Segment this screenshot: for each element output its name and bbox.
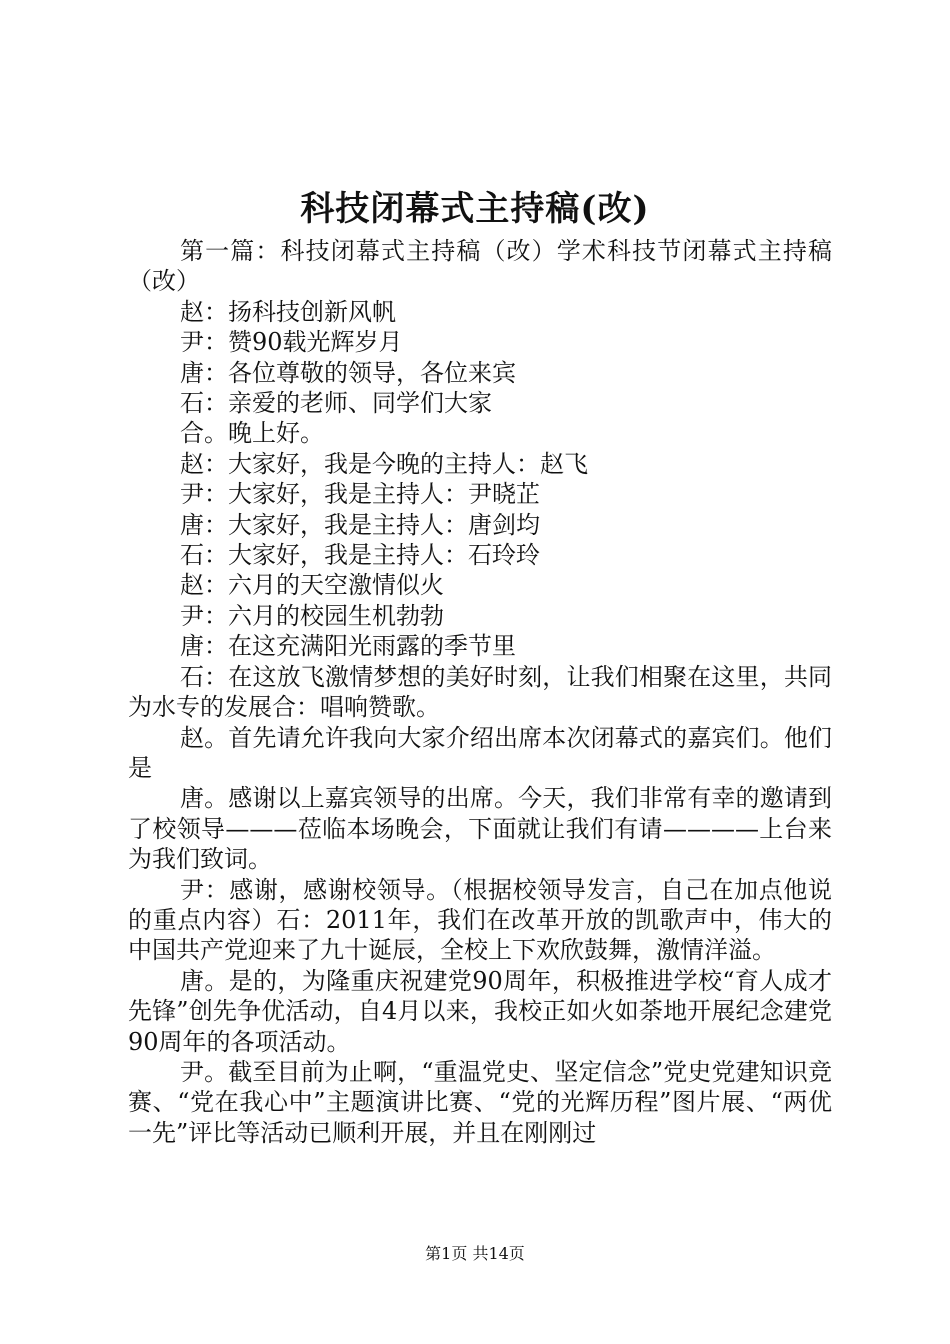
- paragraph: 石：大家好，我是主持人：石玲玲: [180, 541, 540, 570]
- paragraph: 石：在这放飞激情梦想的美好时刻，让我们相聚在这里，共同为水专的发展合：唱响赞歌。: [128, 662, 832, 722]
- paragraph: 尹：感谢，感谢校领导。（根据校领导发言，自己在加点他说的重点内容）石：2011年，我们在改革开放的凯歌声中，伟大的中国共产党迎来了九十诞辰，全校上下欢欣鼓舞，激情洋溢。: [128, 875, 832, 965]
- paragraph: 赵：扬科技创新风帆: [180, 297, 396, 326]
- paragraph: 尹：六月的校园生机勃勃: [180, 601, 444, 630]
- paragraph: 合。晚上好。: [180, 419, 324, 448]
- paragraph: 石：亲爱的老师、同学们大家: [180, 389, 492, 418]
- page-footer: 第1页 共14页: [425, 1244, 525, 1263]
- paragraph: 尹。截至目前为止啊，“重温党史、坚定信念”党史党建知识竞赛、“党在我心中”主题演讲比赛、“党的光辉历程”图片展、“两优一先”评比等活动已顺利开展，并且在刚刚过: [128, 1057, 832, 1147]
- paragraph: 赵：大家好，我是今晚的主持人：赵飞: [180, 449, 588, 478]
- paragraph: 尹：赞90载光辉岁月: [180, 328, 403, 357]
- document-body: [128, 236, 832, 1148]
- paragraph: 唐：各位尊敬的领导，各位来宾: [180, 358, 516, 387]
- paragraph: 赵：六月的天空激情似火: [180, 571, 444, 600]
- document-title: 科技闭幕式主持稿(改): [300, 189, 650, 229]
- paragraph: 唐：在这充满阳光雨露的季节里: [180, 632, 516, 661]
- paragraph: 赵。首先请允许我向大家介绍出席本次闭幕式的嘉宾们。他们是: [128, 723, 832, 782]
- paragraph: 唐：大家好，我是主持人：唐剑均: [180, 510, 540, 539]
- paragraph: 唐。感谢以上嘉宾领导的出席。今天，我们非常有幸的邀请到了校领导———莅临本场晚会，下面就让我们有请————上台来为我们致词。: [128, 784, 832, 874]
- paragraph: 第一篇：科技闭幕式主持稿（改）学术科技节闭幕式主持稿（改）: [128, 237, 832, 296]
- paragraph: 尹：大家好，我是主持人：尹晓芷: [180, 480, 540, 509]
- paragraph: 唐。是的，为隆重庆祝建党90周年，积极推进学校“育人成才先锋”创先争优活动，自4月以来，我校正如火如荼地开展纪念建党90周年的各项活动。: [128, 966, 832, 1056]
